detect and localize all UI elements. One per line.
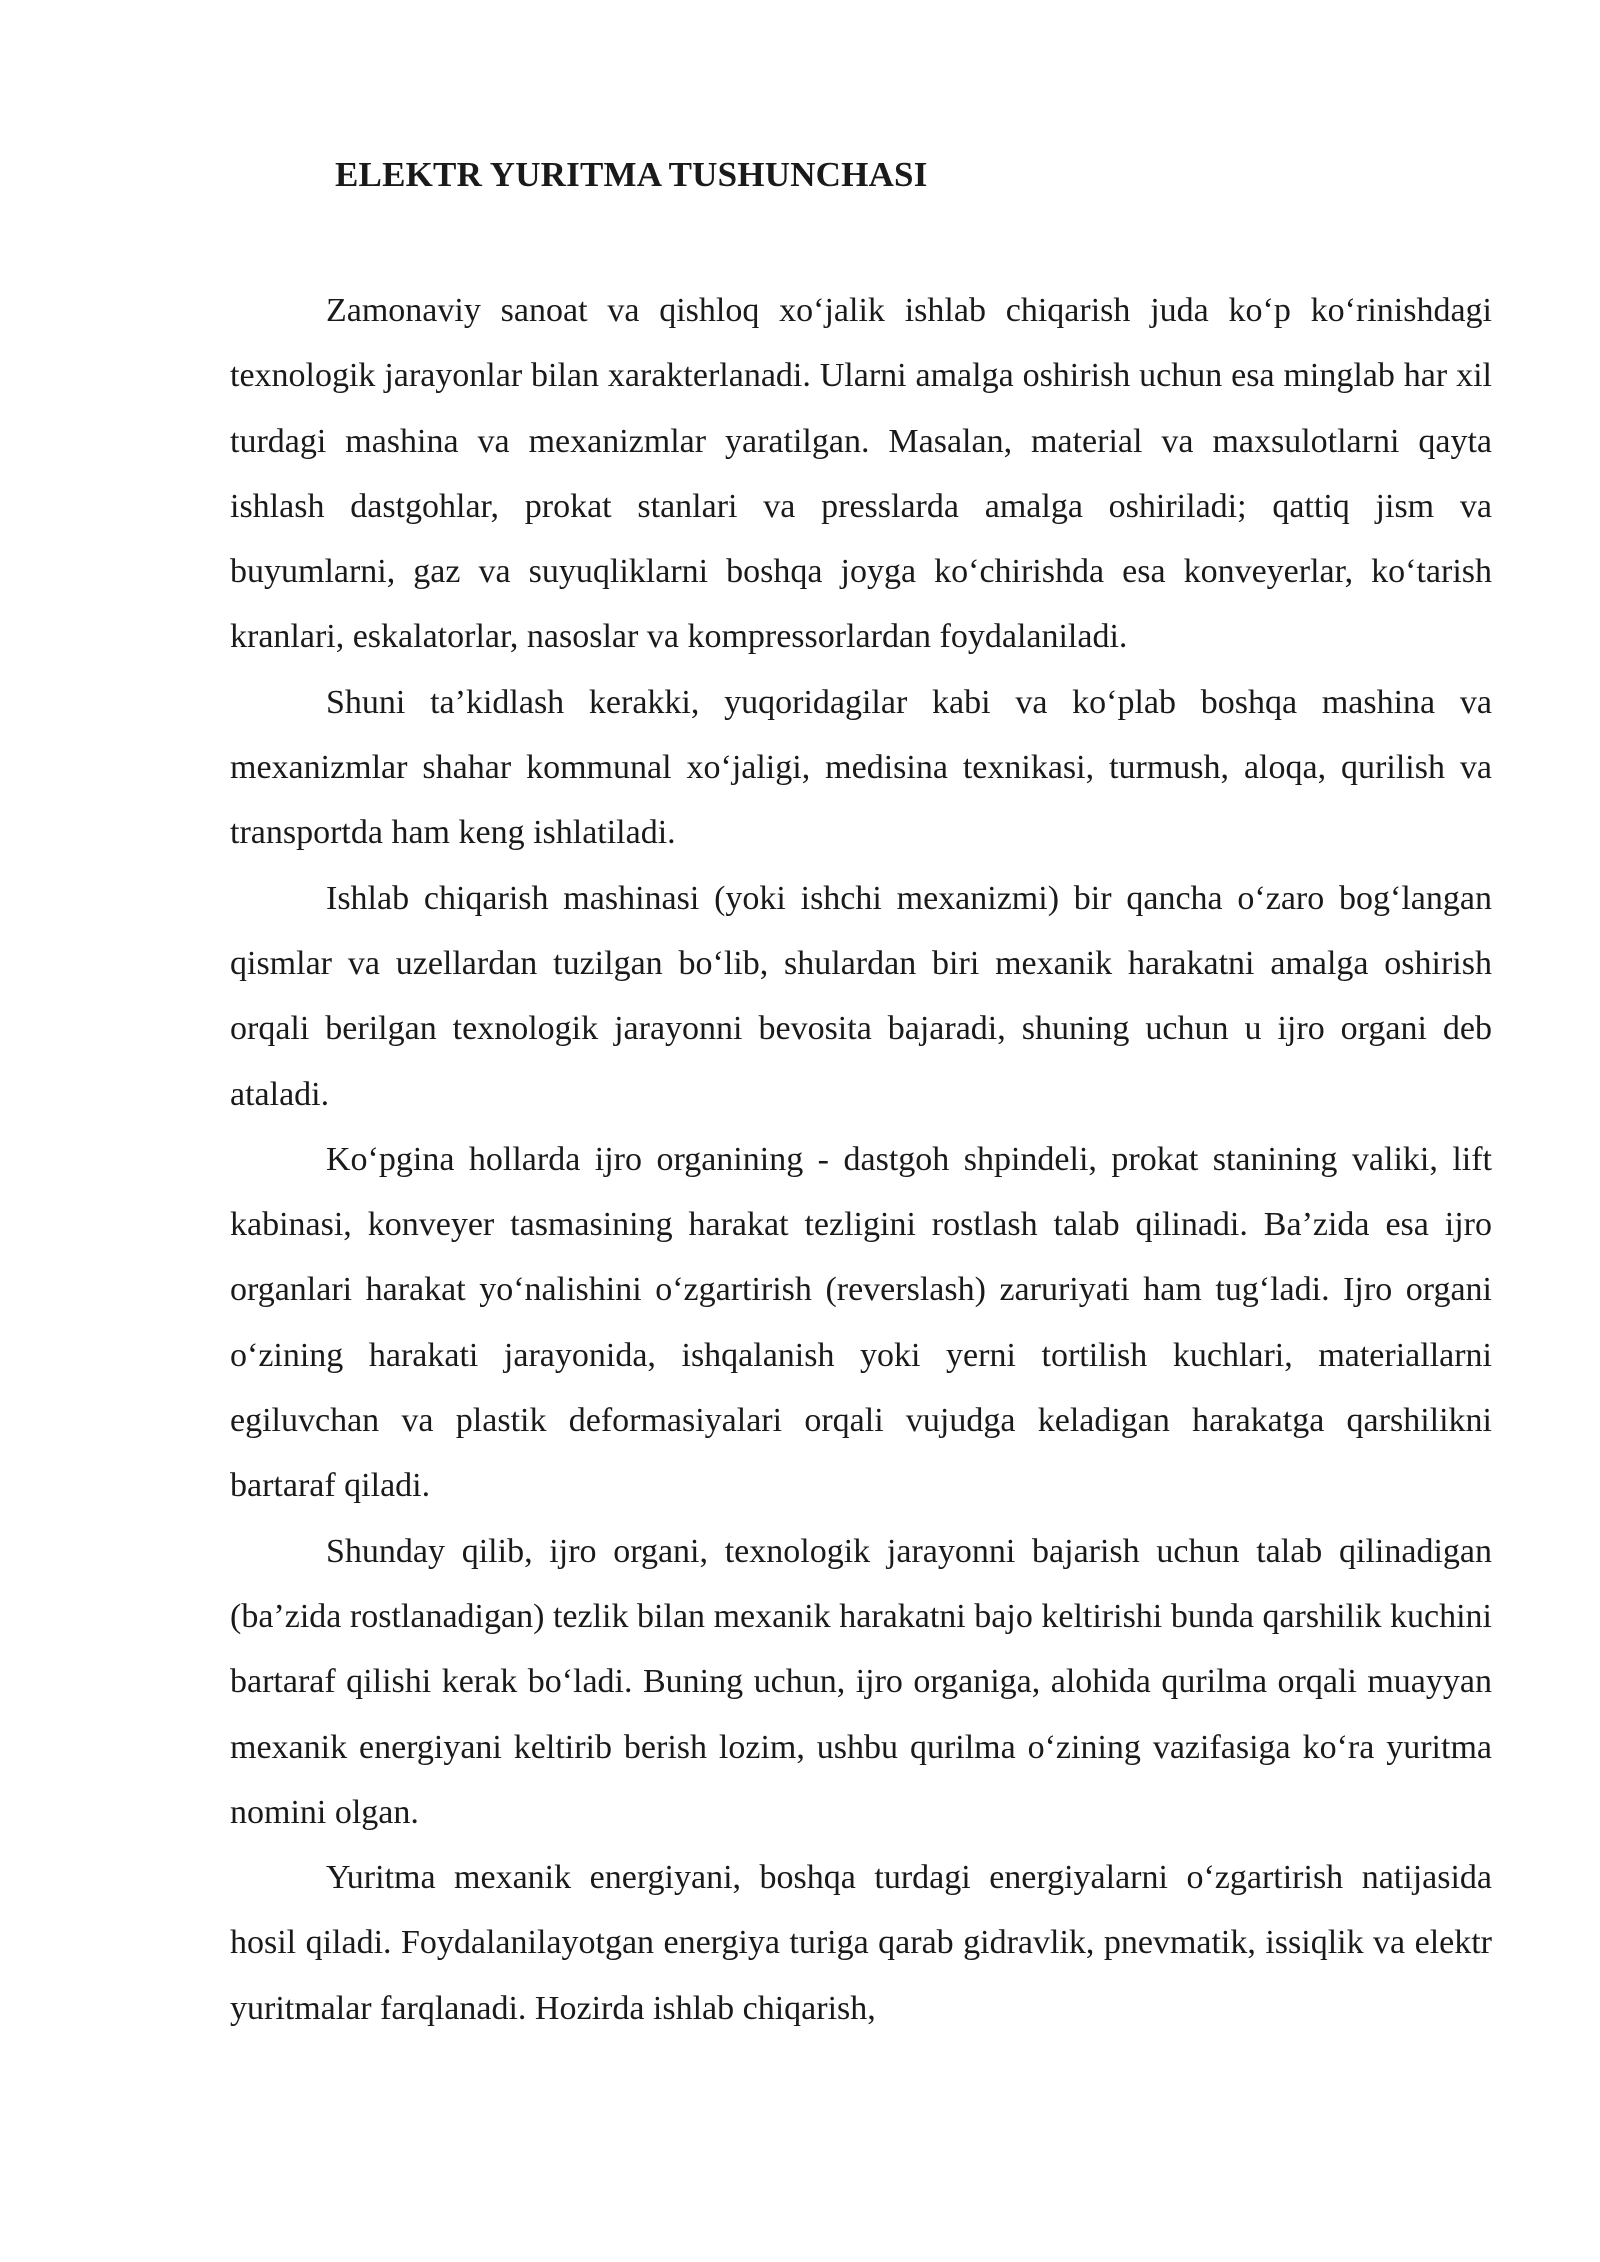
document-title: ELEKTR YURITMA TUSHUNCHASI xyxy=(335,155,928,194)
paragraph-4: Koʻpgina hollarda ijro organining - dastgoh shpindeli, prokat stanining valiki, lift kabinasi, konveyer tasmasining harakat tezligini rostlash talab qilinadi. Ba’zida esa ijro organlari harakat yoʻnalishini oʻzgartirish (reverslash) zaruriyati ham tugʻladi. Ijro organi oʻzining harakati jarayonida, ishqalanish yoki yerni tortilish kuchlari, materiallarni egiluvchan va plastik deformasiyalari orqali vujudga keladigan harakatga qarshilikni bartaraf qiladi. xyxy=(230,1140,1492,1505)
paragraph-1: Zamonaviy sanoat va qishloq xoʻjalik ishlab chiqarish juda koʻp koʻrinishdagi texnologik jarayonlar bilan xarakterlanadi. Ularni amalga oshirish uchun esa minglab har xil turdagi mashina va mexanizmlar yaratilgan. Masalan, material va maxsulotlarni qayta ishlash dastgohlar, prokat stanlari va presslarda amalga oshiriladi; qattiq jism va buyumlarni, gaz va suyuqliklarni boshqa joyga koʻchirishda esa konveyerlar, koʻtarish kranlari, eskalatorlar, nasoslar va kompressorlardan foydalaniladi. xyxy=(230,292,1492,656)
document-page xyxy=(230,150,1492,2041)
paragraph-5: Shunday qilib, ijro organi, texnologik jarayonni bajarish uchun talab qilinadigan (ba’zida rostlanadigan) tezlik bilan mexanik harakatni bajo keltirishi bunda qarshilik kuchini bartaraf qilishi kerak boʻladi. Buning uchun, ijro organiga, alohida qurilma orqali muayyan mexanik energiyani keltirib berish lozim, ushbu qurilma oʻzining vazifasiga koʻra yuritma nomini olgan. xyxy=(230,1532,1492,1831)
paragraph-3: Ishlab chiqarish mashinasi (yoki ishchi mexanizmi) bir qancha oʻzaro bogʻlangan qismlar va uzellardan tuzilgan boʻlib, shulardan biri mexanik harakatni amalga oshirish orqali berilgan texnologik jarayonni bevosita bajaradi, shuning uchun u ijro organi deb ataladi. xyxy=(230,879,1492,1113)
paragraph-6: Yuritma mexanik energiyani, boshqa turdagi energiyalarni oʻzgartirish natijasida hosil qiladi. Foydalanilayotgan energiya turiga qarab gidravlik, pnevmatik, issiqlik va elektr yuritmalar farqlanadi. Hozirda ishlab chiqarish, xyxy=(230,1859,1492,2027)
document-body xyxy=(230,278,1492,2041)
paragraph-2: Shuni ta’kidlash kerakki, yuqoridagilar kabi va koʻplab boshqa mashina va mexanizmlar shahar kommunal xoʻjaligi, medisina texnikasi, turmush, aloqa, qurilish va transportda ham keng ishlatiladi. xyxy=(230,683,1492,852)
